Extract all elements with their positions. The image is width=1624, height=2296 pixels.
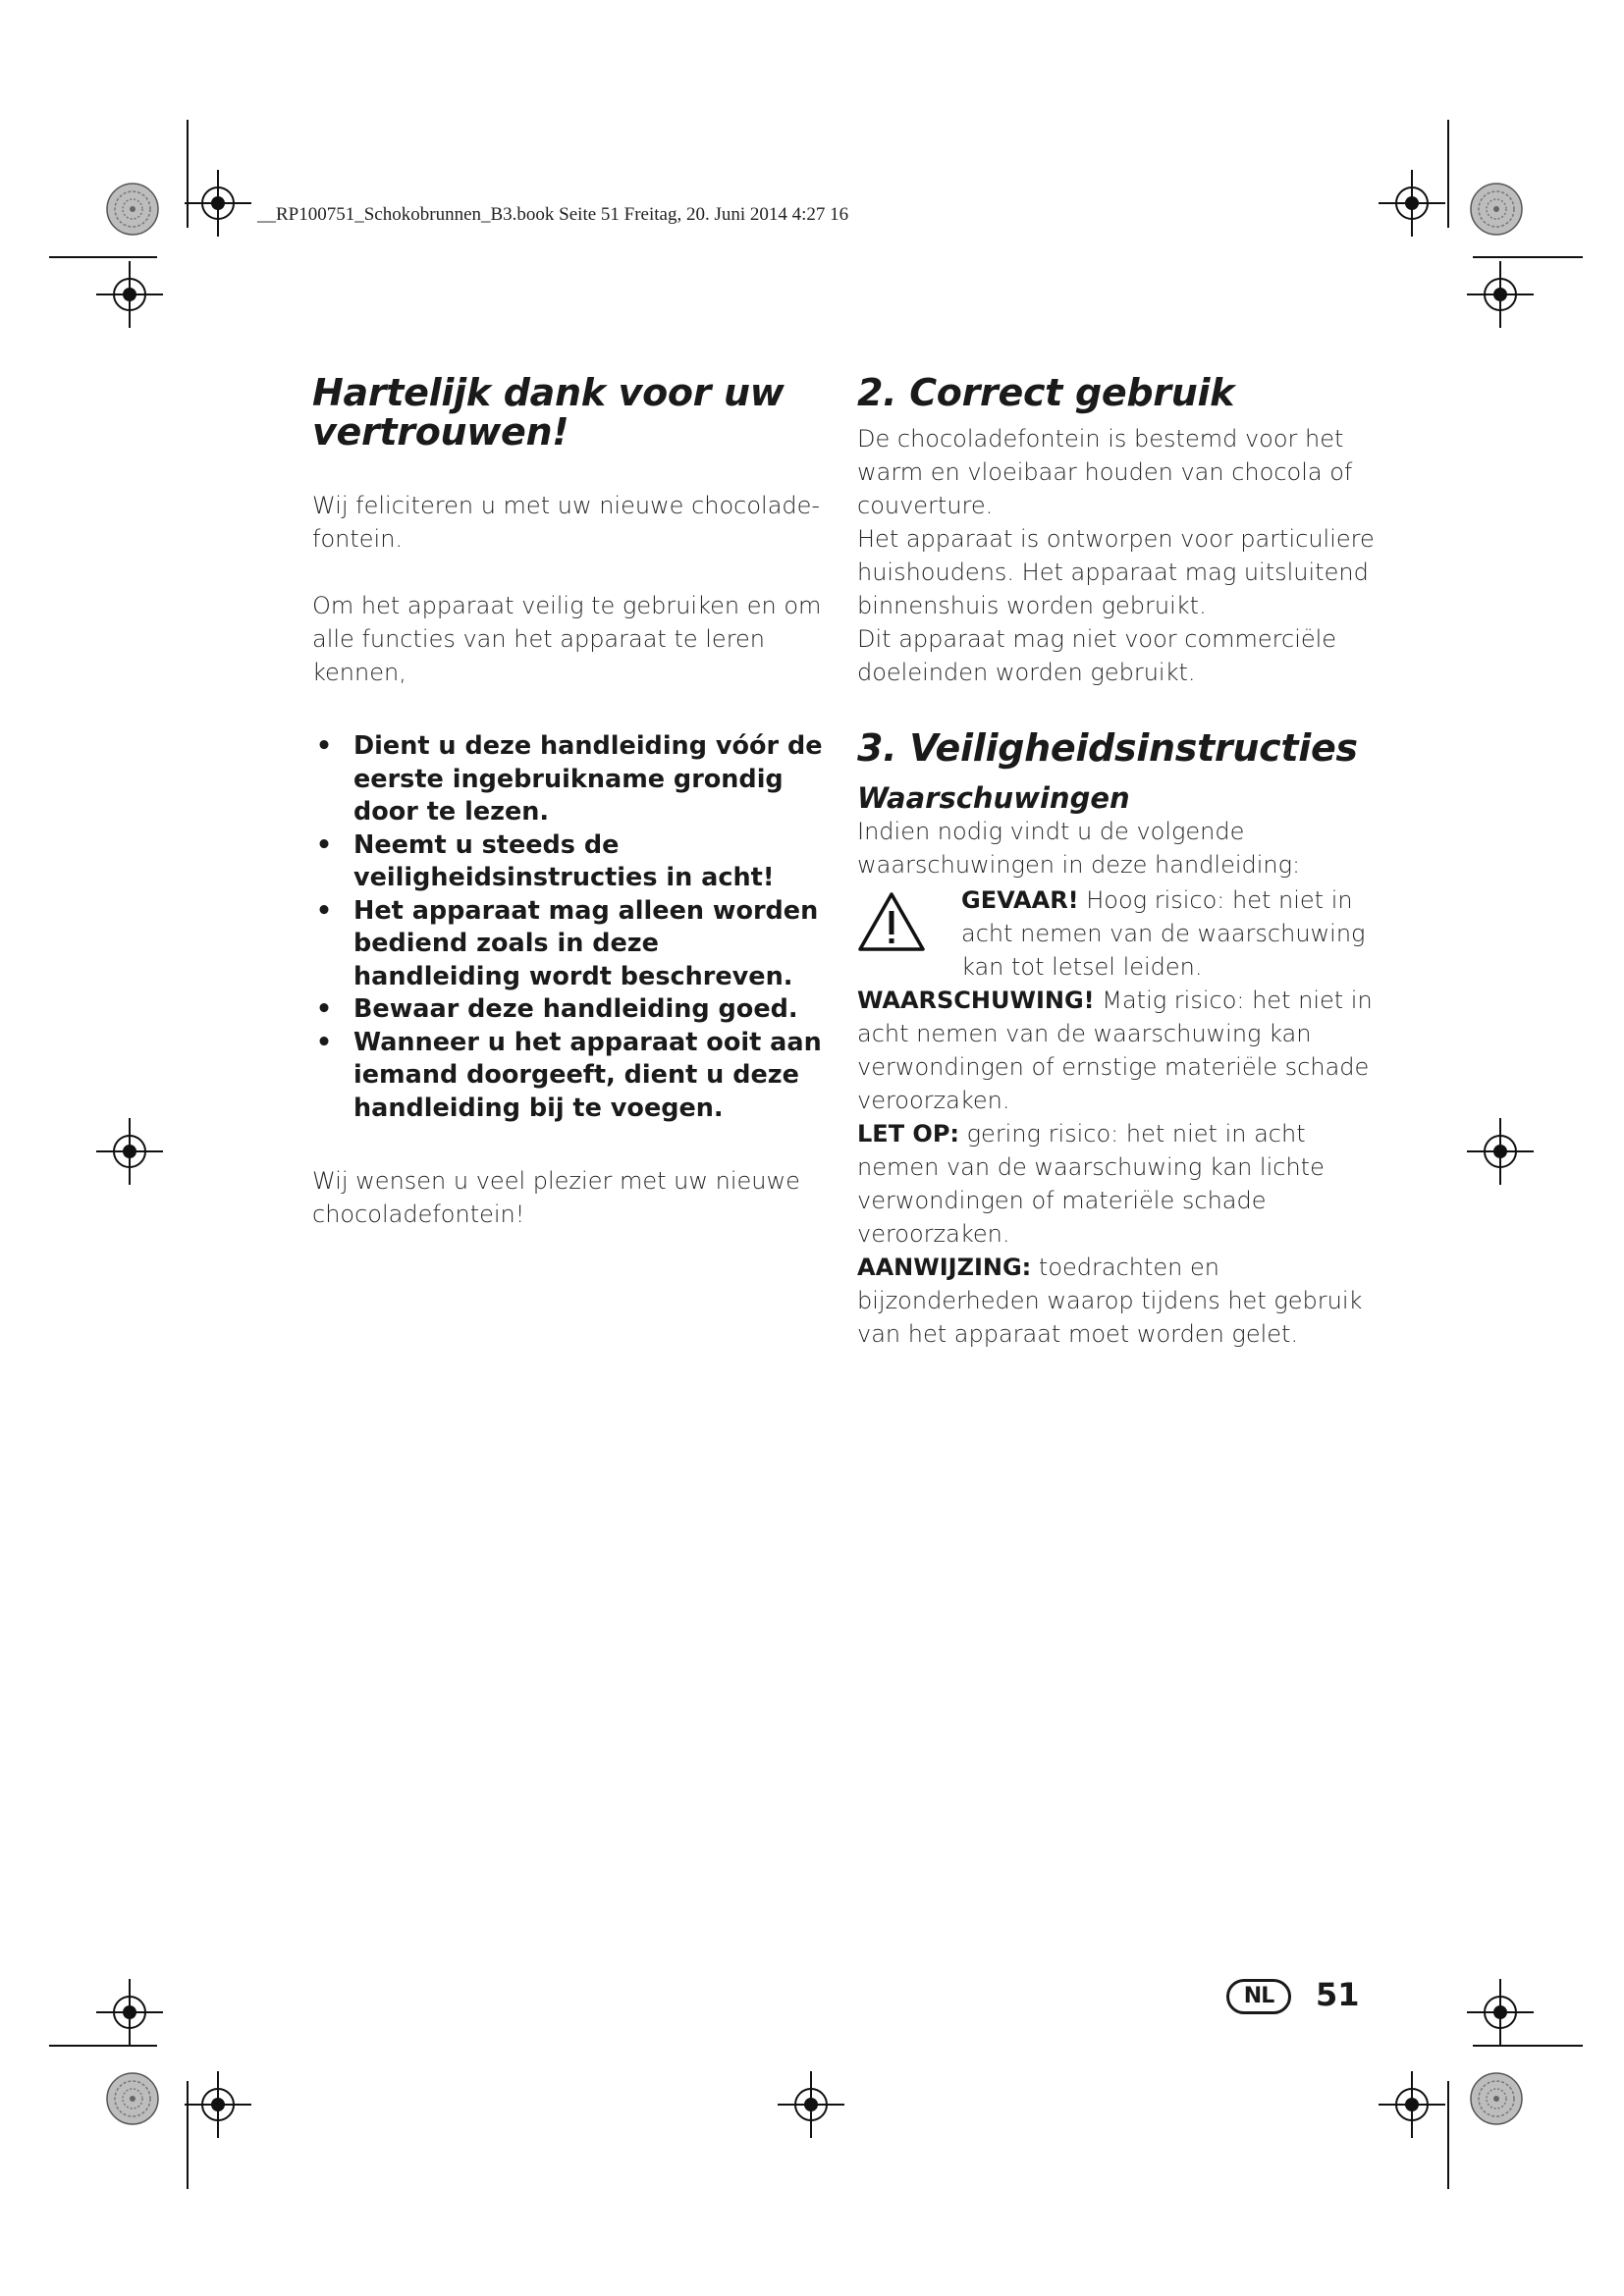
gevaar-block: [857, 883, 1387, 984]
registration-mark: [1467, 1118, 1534, 1185]
waarschuwing-label: WAARSCHUWING!: [857, 987, 1095, 1014]
registration-mark: [778, 2071, 844, 2138]
closing-paragraph: Wij wensen u veel plezier met uw nieuwe chocoladefontein!: [312, 1167, 800, 1228]
page-title: Hartelijk dank voor uw vertrouwen!: [312, 371, 785, 454]
registration-mark: [185, 2071, 251, 2138]
right-column: [857, 373, 1387, 1351]
registration-mark: [1379, 170, 1445, 237]
registration-mark: [96, 1118, 163, 1185]
list-item: • Neemt u steeds de veiligheidsinstructies in acht!: [315, 829, 775, 892]
aanwijzing-paragraph: AANWIJZING: toedrachten en bijzonderheden waarop tijdens het gebruik van het apparaat moet worden gelet.: [857, 1254, 1363, 1348]
print-slug: __RP100751_Schokobrunnen_B3.book Seite 51 Freitag, 20. Juni 2014 4:27 16: [257, 204, 849, 225]
usage-paragraph-3: Dit apparaat mag niet voor commerciële doeleinden worden gebruikt.: [857, 625, 1337, 686]
registration-mark: [96, 1979, 163, 2046]
usage-paragraph: Om het apparaat veilig te gebruiken en om alle functies van het apparaat te leren kennen,: [312, 592, 822, 686]
gevaar-label: GEVAAR!: [961, 886, 1079, 914]
list-item: • Bewaar deze handleiding goed.: [315, 994, 798, 1024]
section-subtitle: Waarschuwingen: [857, 781, 1130, 815]
list-item: • Het apparaat mag alleen worden bediend zoals in deze handleiding wordt beschreven.: [315, 895, 819, 991]
instruction-list: [312, 730, 823, 1125]
registration-mark: [1467, 261, 1534, 328]
waarschuwing-paragraph: WAARSCHUWING! Matig risico: het niet in acht nemen van de waarschuwing kan verwondingen of ernstige materiële schade veroorzaken.: [857, 987, 1373, 1114]
page-number: 51: [1316, 1976, 1360, 2013]
left-column: [312, 373, 823, 1231]
registration-mark: [185, 170, 251, 237]
list-item: • Dient u deze handleiding vóór de eerste ingebruikname grondig door te lezen.: [315, 731, 823, 827]
gevaar-paragraph: GEVAAR! Hoog risico: het niet in acht nemen van de waarschuwing kan tot letsel leiden.: [961, 886, 1366, 981]
usage-paragraph-1: De chocoladefontein is bestemd voor het warm en vloeibaar houden van chocola of couverture.: [857, 425, 1353, 519]
color-rosette: [1471, 2073, 1522, 2124]
color-rosette: [1471, 184, 1522, 235]
language-badge: NL: [1226, 1979, 1291, 2014]
intro-paragraph: Wij feliciteren u met uw nieuwe chocolade-fontein.: [312, 492, 821, 553]
list-item: • Wanneer u het apparaat ooit aan iemand doorgeeft, dient u deze handleiding bij te voegen.: [315, 1027, 822, 1123]
section-title-veiligheid: 3. Veiligheidsinstructies: [857, 726, 1358, 770]
aanwijzing-label: AANWIJZING:: [857, 1254, 1032, 1281]
registration-mark: [1467, 1979, 1534, 2046]
warning-triangle-icon: [857, 891, 926, 952]
registration-mark: [96, 261, 163, 328]
warnings-intro: Indien nodig vindt u de volgende waarschuwingen in deze handleiding:: [857, 818, 1301, 879]
letop-paragraph: LET OP: gering risico: het niet in acht nemen van de waarschuwing kan lichte verwondingen of materiële schade veroorzaken.: [857, 1120, 1325, 1248]
section-title-correct-gebruik: 2. Correct gebruik: [857, 371, 1235, 414]
color-rosette: [107, 2073, 158, 2124]
registration-mark: [1379, 2071, 1445, 2138]
color-rosette: [107, 184, 158, 235]
letop-label: LET OP:: [857, 1120, 960, 1148]
usage-paragraph-2: Het apparaat is ontworpen voor particuliere huishoudens. Het apparaat mag uitsluitend binnenshuis worden gebruikt.: [857, 525, 1375, 619]
